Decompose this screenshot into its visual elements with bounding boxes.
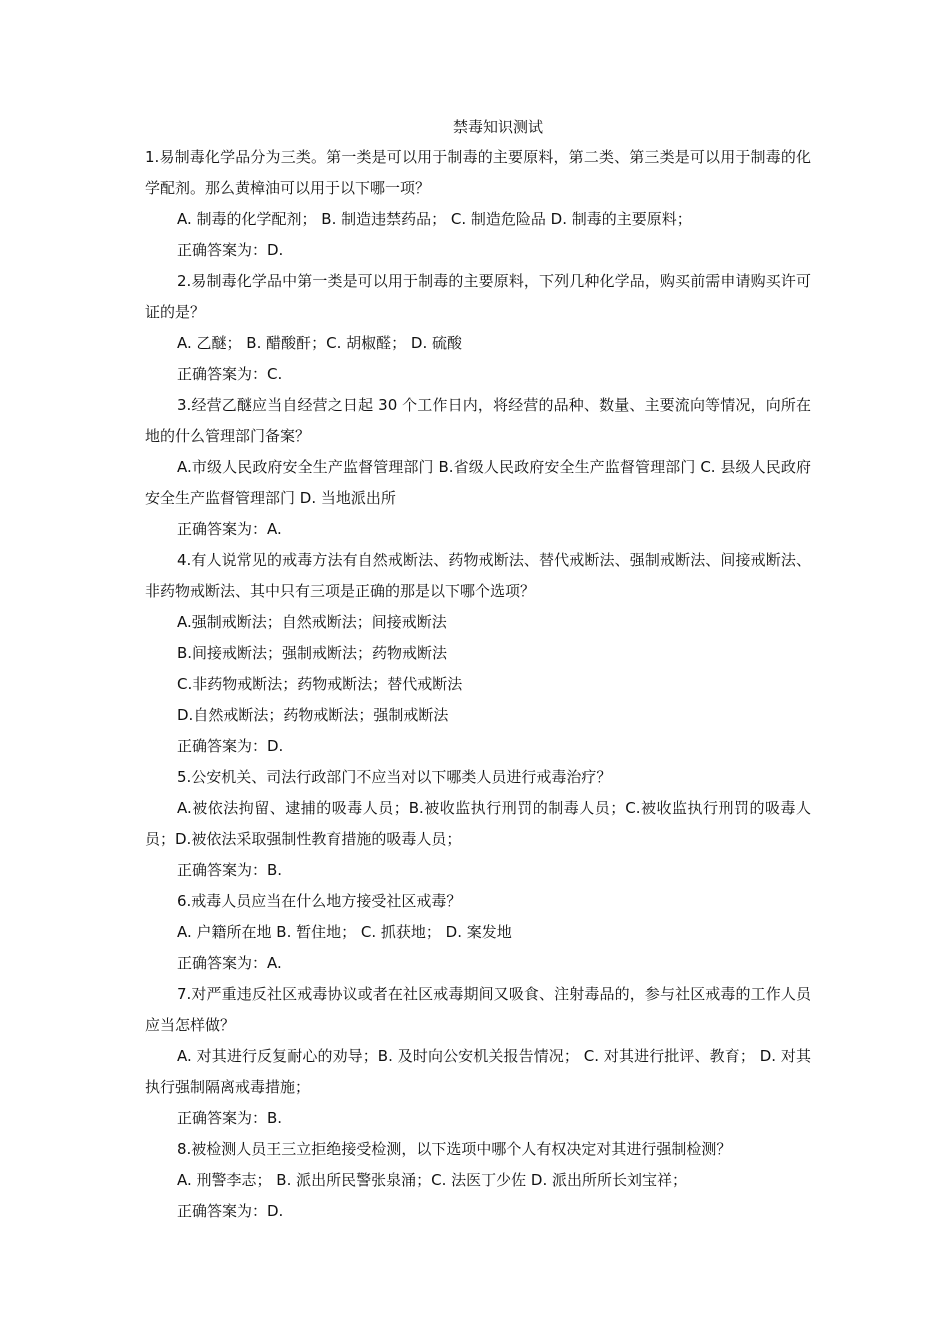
- question-6: 6.戒毒人员应当在什么地方接受社区戒毒？: [177, 892, 462, 910]
- question-3-answer: 正确答案为：A.: [177, 520, 282, 538]
- question-1: 1.易制毒化学品分为三类。第一类是可以用于制毒的主要原料，第二类、第三类是可以用于制毒的化学配剂。那么黄樟油可以用于以下哪一项？: [145, 148, 811, 197]
- question-5-options: A.被依法拘留、逮捕的吸毒人员；B.被收监执行刑罚的制毒人员；C.被收监执行刑罚的吸毒人员；D.被依法采取强制性教育措施的吸毒人员；: [145, 799, 811, 848]
- document-title: 禁毒知识测试: [452, 118, 543, 136]
- question-8-options: A. 刑警李志； B. 派出所民警张泉涌；C. 法医丁少佐 D. 派出所所长刘宝祥；: [177, 1171, 687, 1189]
- question-6-options: A. 户籍所在地 B. 暂住地； C. 抓获地； D. 案发地: [177, 923, 512, 941]
- question-7-options: A. 对其进行反复耐心的劝导；B. 及时向公安机关报告情况； C. 对其进行批评、教育； D. 对其执行强制隔离戒毒措施；: [145, 1047, 811, 1096]
- question-2-options: A. 乙醚； B. 醋酸酐；C. 胡椒醛； D. 硫酸: [177, 334, 462, 352]
- question-3: 3.经营乙醚应当自经营之日起 30 个工作日内，将经营的品种、数量、主要流向等情况，向所在地的什么管理部门备案？: [145, 396, 811, 445]
- question-4-option-b: B.间接戒断法；强制戒断法；药物戒断法: [177, 644, 448, 662]
- question-5-answer: 正确答案为：B.: [177, 861, 283, 879]
- question-3-options: A.市级人民政府安全生产监督管理部门 B.省级人民政府安全生产监督管理部门 C. 县级人民政府安全生产监督管理部门 D. 当地派出所: [145, 458, 811, 507]
- question-7: 7.对严重违反社区戒毒协议或者在社区戒毒期间又吸食、注射毒品的，参与社区戒毒的工作人员应当怎样做？: [145, 985, 811, 1034]
- question-4-option-c: C.非药物戒断法；药物戒断法；替代戒断法: [177, 675, 463, 693]
- question-1-options: A. 制毒的化学配剂； B. 制造违禁药品； C. 制造危险品 D. 制毒的主要原料；: [177, 210, 692, 228]
- question-7-answer: 正确答案为：B.: [177, 1109, 283, 1127]
- question-4-option-d: D.自然戒断法；药物戒断法；强制戒断法: [177, 706, 449, 724]
- question-5: 5.公安机关、司法行政部门不应当对以下哪类人员进行戒毒治疗？: [177, 768, 612, 786]
- question-8-answer: 正确答案为：D.: [177, 1202, 284, 1220]
- document-page: [145, 112, 811, 1227]
- question-2: 2.易制毒化学品中第一类是可以用于制毒的主要原料，下列几种化学品，购买前需申请购买许可证的是？: [145, 272, 811, 321]
- question-4-option-a: A.强制戒断法；自然戒断法；间接戒断法: [177, 613, 447, 631]
- question-4-answer: 正确答案为：D.: [177, 737, 284, 755]
- question-6-answer: 正确答案为：A.: [177, 954, 282, 972]
- question-1-answer: 正确答案为：D.: [177, 241, 284, 259]
- question-8: 8.被检测人员王三立拒绝接受检测，以下选项中哪个人有权决定对其进行强制检测？: [177, 1140, 732, 1158]
- question-4: 4.有人说常见的戒毒方法有自然戒断法、药物戒断法、替代戒断法、强制戒断法、间接戒断法、非药物戒断法、其中只有三项是正确的那是以下哪个选项？: [145, 551, 811, 600]
- question-2-answer: 正确答案为：C.: [177, 365, 283, 383]
